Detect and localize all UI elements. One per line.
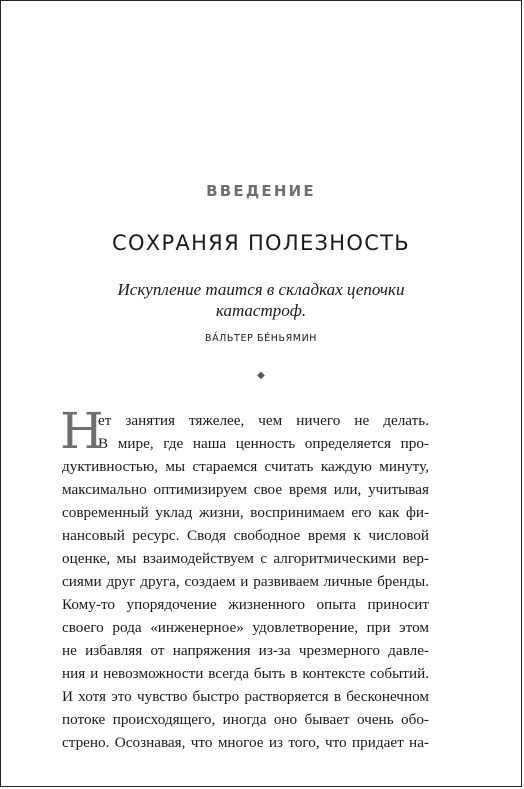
body-line: И хотя это чувство быстро растворяется в бесконечном — [62, 688, 429, 705]
body-line: нансовый ресурс. Сводя свободное время к числовой — [62, 527, 429, 544]
epigraph-line-1: Искупление таится в складках цепочки — [117, 280, 405, 299]
epigraph-author: ВА́ЛЬТЕР БЕ́НЬЯМИН — [204, 333, 318, 344]
body-line: Кому-то упорядочение жизненного опыта приносит — [62, 596, 429, 613]
body-line: ет занятия тяжелее, чем ничего не делать. — [98, 412, 429, 429]
chapter-title: СОХРАНЯЯ ПОЛЕЗНОСТЬ — [111, 231, 411, 255]
epigraph — [91, 279, 431, 321]
body-line: дуктивностью, мы стараемся считать каждую минуту, — [62, 458, 429, 475]
body-line: потоке происходящего, иногда оно бывает очень обо- — [62, 711, 429, 728]
body-line: не избавляя от напряжения из-за чрезмерного давле- — [62, 642, 429, 659]
body-line: своего рода «инженерное» удовлетворение, при этом — [62, 619, 429, 636]
body-line: стрено. Осознавая, что многое из того, что придает на- — [62, 734, 429, 751]
body-line: оценке, мы взаимодействуем с алгоритмическими вер- — [62, 550, 429, 567]
diamond-ornament-icon: ◆ — [257, 370, 265, 381]
body-line: ния и невозможности всегда быть в контексте событий. — [62, 665, 429, 682]
body-line: современный уклад жизни, воспринимаем его как фи- — [62, 504, 429, 521]
drop-cap: Н — [60, 402, 104, 460]
body-line: максимально оптимизируем свое время или, учитывая — [62, 481, 429, 498]
body-line: В мире, где наша ценность определяется про- — [98, 435, 429, 452]
body-line: сиями друг друга, создаем и развиваем личные бренды. — [62, 573, 429, 590]
section-label: ВВЕДЕНИЕ — [206, 182, 316, 200]
body-text — [60, 402, 429, 754]
epigraph-line-2: катастроф. — [215, 301, 307, 320]
